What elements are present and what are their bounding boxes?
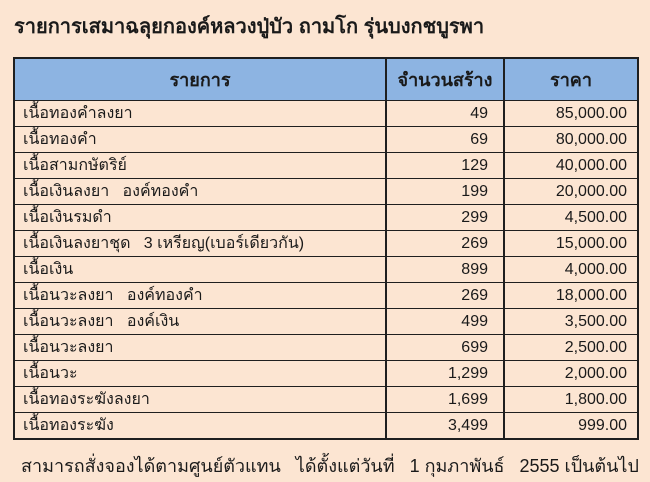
price-table <box>13 57 639 440</box>
table-header-row <box>14 58 638 101</box>
quantity-cell: 3,499 <box>386 413 504 440</box>
item-name-cell: เนื้อเงินลงยาชุด 3 เหรียญ(เบอร์เดียวกัน) <box>14 231 386 257</box>
table-row <box>14 283 638 309</box>
quantity-cell: 899 <box>386 257 504 283</box>
quantity-cell: 269 <box>386 283 504 309</box>
item-name-cell: เนื้อนวะลงยา องค์เงิน <box>14 309 386 335</box>
price-cell: 18,000.00 <box>504 283 638 309</box>
column-header-quantity: จำนวนสร้าง <box>386 58 504 101</box>
table-row <box>14 153 638 179</box>
quantity-cell: 1,299 <box>386 361 504 387</box>
quantity-cell: 299 <box>386 205 504 231</box>
price-cell: 15,000.00 <box>504 231 638 257</box>
price-cell: 999.00 <box>504 413 638 440</box>
item-name-cell: เนื้อสามกษัตริย์ <box>14 153 386 179</box>
table-row <box>14 205 638 231</box>
quantity-cell: 499 <box>386 309 504 335</box>
item-name-cell: เนื้อนวะ <box>14 361 386 387</box>
footer-note: สามารถสั่งจองได้ตามศูนย์ตัวแทน ได้ตั้งแต่วันที่ 1 กุมภาพันธ์ 2555 เป็นต้นไป <box>21 456 639 476</box>
quantity-cell: 129 <box>386 153 504 179</box>
item-name-cell: เนื้อนวะลงยา <box>14 335 386 361</box>
table-row <box>14 309 638 335</box>
quantity-cell: 199 <box>386 179 504 205</box>
price-cell: 2,500.00 <box>504 335 638 361</box>
price-cell: 4,000.00 <box>504 257 638 283</box>
item-name-cell: เนื้อเงิน <box>14 257 386 283</box>
item-name-cell: เนื้อทองคำลงยา <box>14 101 386 127</box>
price-cell: 2,000.00 <box>504 361 638 387</box>
column-header-item: รายการ <box>14 58 386 101</box>
price-cell: 3,500.00 <box>504 309 638 335</box>
price-cell: 1,800.00 <box>504 387 638 413</box>
item-name-cell: เนื้อนวะลงยา องค์ทองคำ <box>14 283 386 309</box>
item-name-cell: เนื้อทองระฆัง <box>14 413 386 440</box>
item-name-cell: เนื้อเงินรมดำ <box>14 205 386 231</box>
table-row <box>14 231 638 257</box>
table-row <box>14 127 638 153</box>
column-header-price: ราคา <box>504 58 638 101</box>
quantity-cell: 699 <box>386 335 504 361</box>
price-cell: 80,000.00 <box>504 127 638 153</box>
table-row <box>14 179 638 205</box>
table-row <box>14 361 638 387</box>
quantity-cell: 49 <box>386 101 504 127</box>
quantity-cell: 1,699 <box>386 387 504 413</box>
table-body <box>14 101 638 440</box>
page-title: รายการเสมาฉลุยกองค์หลวงปู่บัว ถามโก รุ่นบงกชบูรพา <box>14 16 485 38</box>
table-row <box>14 257 638 283</box>
price-cell: 4,500.00 <box>504 205 638 231</box>
price-cell: 40,000.00 <box>504 153 638 179</box>
item-name-cell: เนื้อเงินลงยา องค์ทองคำ <box>14 179 386 205</box>
item-name-cell: เนื้อทองคำ <box>14 127 386 153</box>
price-sheet <box>0 14 650 478</box>
quantity-cell: 269 <box>386 231 504 257</box>
quantity-cell: 69 <box>386 127 504 153</box>
item-name-cell: เนื้อทองระฆังลงยา <box>14 387 386 413</box>
table-row <box>14 335 638 361</box>
price-cell: 20,000.00 <box>504 179 638 205</box>
table-row <box>14 387 638 413</box>
table-row <box>14 413 638 440</box>
price-cell: 85,000.00 <box>504 101 638 127</box>
table-row <box>14 101 638 127</box>
